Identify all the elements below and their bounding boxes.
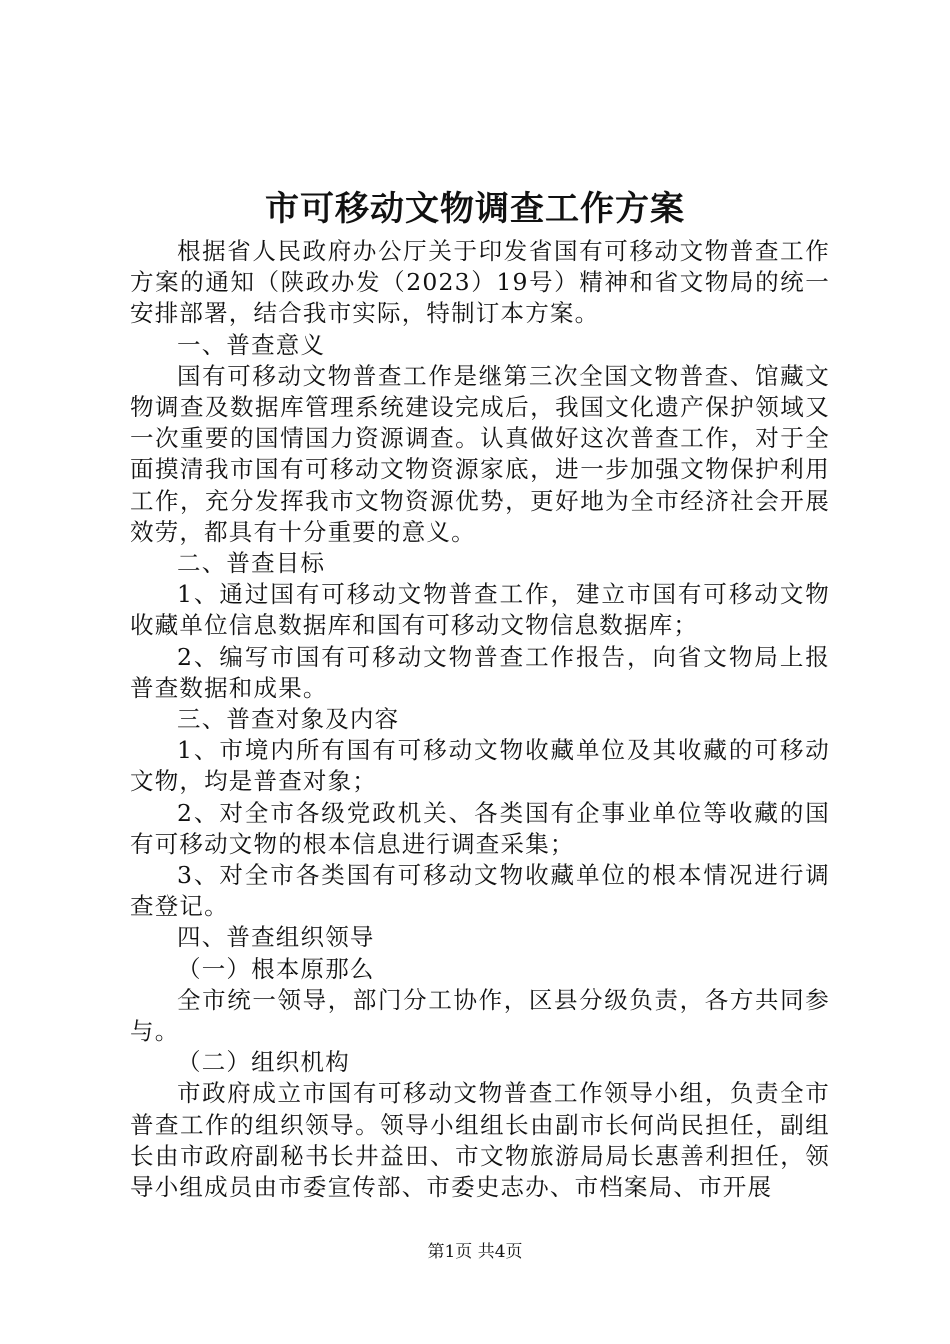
heading-section-1: 一、普查意义 xyxy=(177,330,326,359)
document-title: 市可移动文物调查工作方案 xyxy=(265,189,685,229)
heading-section-2: 二、普查目标 xyxy=(177,549,326,578)
heading-section-4: 四、普查组织领导 xyxy=(177,923,375,952)
paragraph-scope-3: 3、对全市各类国有可移动文物收藏单位的根本情况进行调查登记。 xyxy=(130,861,830,921)
heading-section-3: 三、普查对象及内容 xyxy=(177,705,400,734)
paragraph-scope-1: 1、市境内所有国有可移动文物收藏单位及其收藏的可移动文物，均是普查对象； xyxy=(130,736,830,796)
paragraph-significance: 国有可移动文物普查工作是继第三次全国文物普查、馆藏文物调查及数据库管理系统建设完成后，我国文化遗产保护领域又一次重要的国情国力资源调查。认真做好这次普查工作，对于全面摸清我市国有可移动文物资源家底，进一步加强文物保护利用工作，充分发挥我市文物资源优势，更好地为全市经济社会开展效劳，都具有十分重要的意义。 xyxy=(130,361,830,546)
paragraph-intro: 根据省人民政府办公厅关于印发省国有可移动文物普查工作方案的通知（陕政办发（2023）19号）精神和省文物局的统一安排部署，结合我市实际，特制订本方案。 xyxy=(130,237,830,328)
paragraph-organization: 市政府成立市国有可移动文物普查工作领导小组，负责全市普查工作的组织领导。领导小组组长由副市长何尚民担任，副组长由市政府副秘书长井益田、市文物旅游局局长惠善利担任，领导小组成员由市委宣传部、市委史志办、市档案局、市开展 xyxy=(130,1079,830,1202)
document-body xyxy=(130,236,830,1203)
paragraph-goal-1: 1、通过国有可移动文物普查工作，建立市国有可移动文物收藏单位信息数据库和国有可移动文物信息数据库； xyxy=(130,580,830,640)
paragraph-goal-2: 2、编写市国有可移动文物普查工作报告，向省文物局上报普查数据和成果。 xyxy=(130,642,830,702)
subheading-principle: （一）根本原那么 xyxy=(177,954,375,983)
subheading-organization: （二）组织机构 xyxy=(177,1048,350,1077)
paragraph-scope-2: 2、对全市各级党政机关、各类国有企事业单位等收藏的国有可移动文物的根本信息进行调查采集； xyxy=(130,798,830,858)
page-footer: 第1页 共4页 xyxy=(427,1242,523,1262)
paragraph-principle: 全市统一领导，部门分工协作，区县分级负责，各方共同参与。 xyxy=(130,985,830,1046)
